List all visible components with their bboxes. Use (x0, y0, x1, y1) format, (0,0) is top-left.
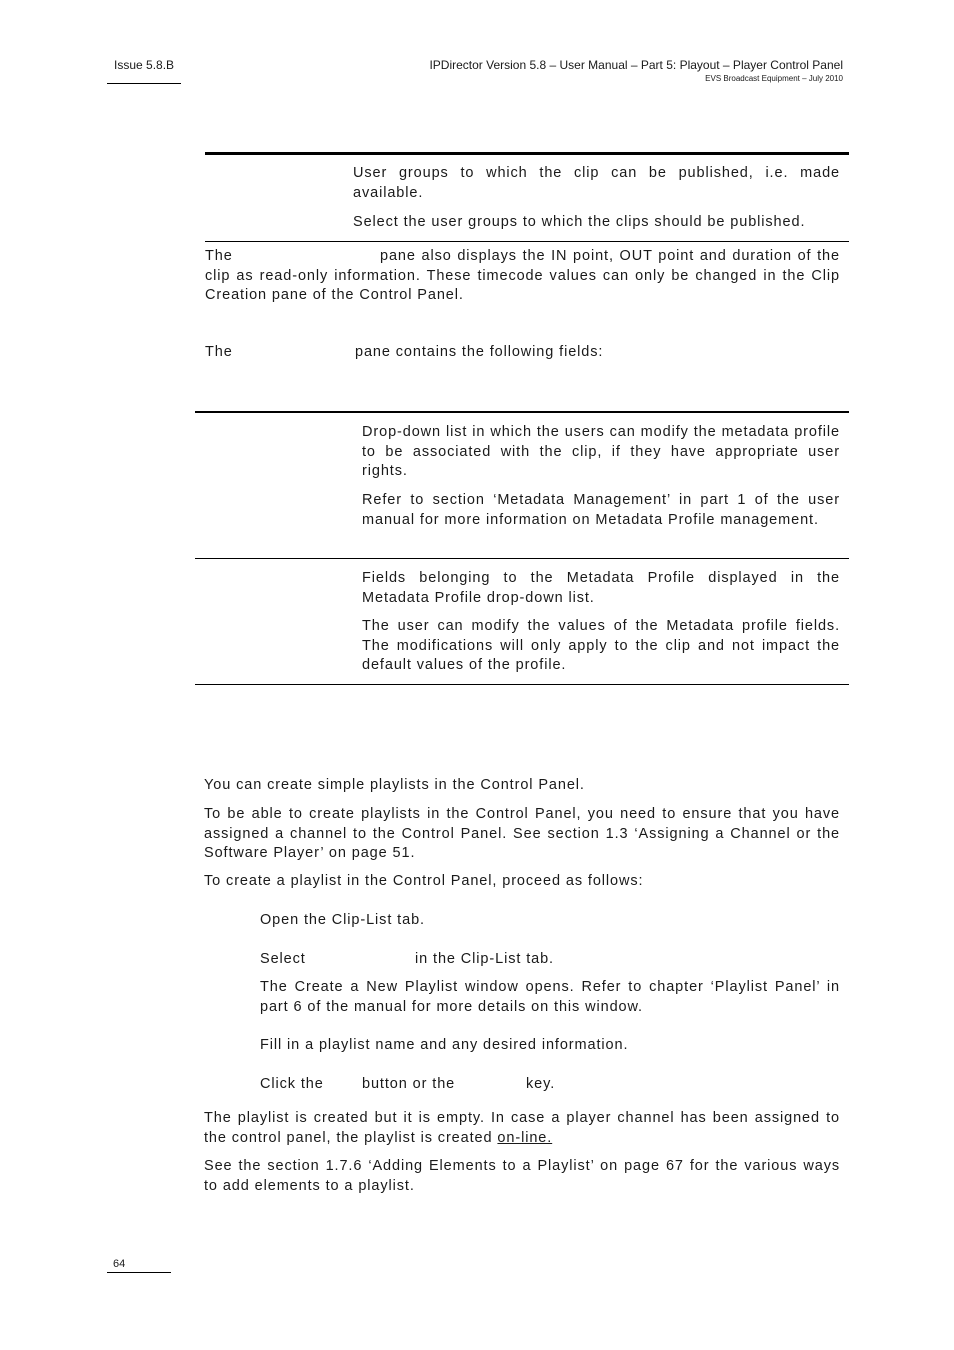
metadata-fields-note: The user can modify the values of the Metadata profile fields. The modifications will only apply to the clip and not impact the default values of the profile. (362, 618, 840, 673)
pane-contains-lead: The (205, 344, 233, 360)
page-number: 64 (113, 1258, 126, 1270)
footer-rule (107, 1272, 171, 1273)
procedure-intro: To create a playlist in the Control Panel, proceed as follows: (204, 873, 644, 889)
step-2-result: The Create a New Playlist window opens. Refer to chapter ‘Playlist Panel’ in part 6 of the manual for more details on this window. (260, 979, 840, 1015)
intro-paragraph: You can create simple playlists in the Control Panel. (204, 777, 585, 793)
prerequisite-paragraph: To be able to create playlists in the Control Panel, you need to ensure that you have assigned a channel to the Control Panel. See section 1.3 ‘Assigning a Channel or the Software Player’ on page 51. (204, 806, 840, 861)
document-title: IPDirector Version 5.8 – User Manual – Part 5: Playout – Player Control Panel (429, 58, 843, 72)
see-also-paragraph: See the section 1.7.6 ‘Adding Elements to a Playlist’ on page 67 for the various ways to add elements to a playlist. (204, 1158, 840, 1194)
step-4-part-c: key. (526, 1076, 556, 1092)
pane-display-lead: The (205, 248, 233, 264)
result-text: The playlist is created but it is empty. In case a player channel has been assigned to the control panel, the playlist is created (204, 1110, 840, 1146)
metadata-fields-description: Fields belonging to the Metadata Profile displayed in the Metadata Profile drop-down list. (362, 570, 840, 606)
step-3: Fill in a playlist name and any desired information. (260, 1037, 629, 1053)
step-2-part-b: in the Clip-List tab. (415, 951, 554, 967)
page-header (429, 58, 843, 83)
issue-label: Issue 5.8.B (114, 58, 175, 72)
table1-top-rule (205, 152, 849, 155)
table2-row-divider (195, 558, 849, 559)
online-link: on-line. (497, 1129, 553, 1146)
metadata-profile-reference: Refer to section ‘Metadata Management’ in part 1 of the user manual for more information on Metadata Profile management. (362, 492, 840, 528)
metadata-profile-description: Drop-down list in which the users can modify the metadata profile to be associated with the clip, if they have appropriate user rights. (362, 424, 840, 479)
document-subtitle: EVS Broadcast Equipment – July 2010 (705, 74, 843, 83)
step-2-part-a: Select (260, 951, 306, 967)
table2-bottom-rule (195, 684, 849, 685)
header-rule (107, 83, 181, 84)
table1-row1-note: Select the user groups to which the clips should be published. (353, 214, 806, 230)
table1-row1-description: User groups to which the clip can be published, i.e. made available. (353, 165, 840, 201)
step-1: Open the Clip-List tab. (260, 912, 425, 928)
table2-top-rule (195, 411, 849, 413)
step-4-part-a: Click the (260, 1076, 324, 1092)
step-4-part-b: button or the (362, 1076, 456, 1092)
pane-contains-paragraph: pane contains the following fields: (355, 344, 604, 360)
pane-display-paragraph: pane also displays the IN point, OUT point and duration of the clip as read-only information. These timecode values can only be changed in the Clip Creation pane of the Control Panel. (205, 248, 840, 303)
table1-bottom-rule (205, 241, 849, 242)
result-paragraph (204, 1109, 840, 1148)
